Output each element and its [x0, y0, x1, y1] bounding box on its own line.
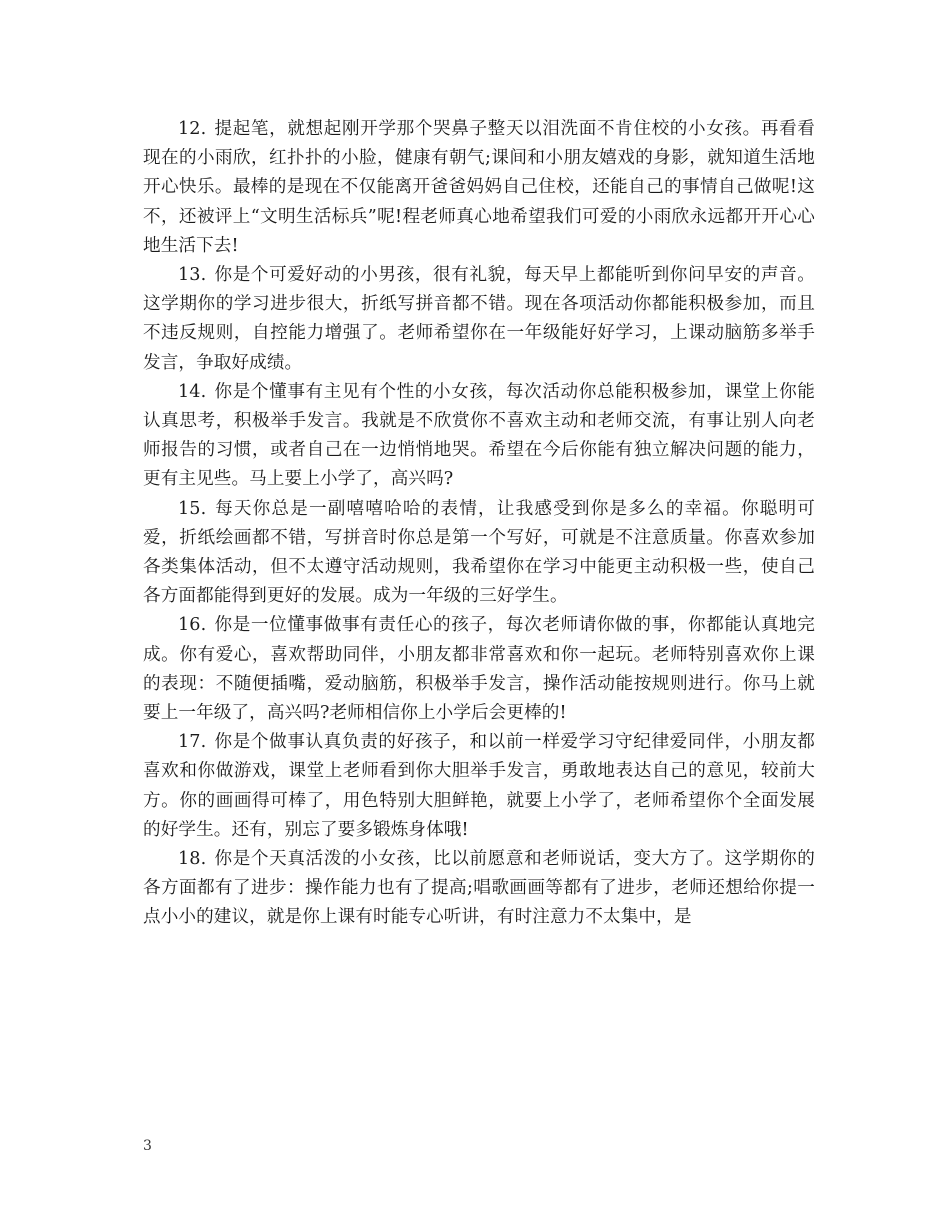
paragraph-18 [143, 845, 815, 933]
paragraph-number: 17. [178, 732, 207, 753]
paragraph-number: 16. [178, 615, 207, 636]
paragraph-number: 12. [178, 119, 207, 139]
document-body [143, 115, 815, 933]
page-number: 3 [143, 1138, 152, 1154]
paragraph-text: 你是个可爱好动的小男孩，很有礼貌，每天早上都能听到你问早安的声音。这学期你的学习进步很大，折纸写拼音都不错。现在各项活动你都能积极参加，而且不违反规则，自控能力增强了。老师希望你在一年级能好好学习，上课动脑筋多举手发言，争取好成绩。 [143, 265, 815, 373]
paragraph-text: 提起笔，就想起刚开学那个哭鼻子整天以泪洗面不肯住校的小女孩。再看看现在的小雨欣，红扑扑的小脸，健康有朝气;课间和小朋友嬉戏的身影，就知道生活地开心快乐。最棒的是现在不仅能离开爸爸妈妈自己住校，还能自己的事情自己做呢!这不，还被评上“文明生活标兵”呢!程老师真心地希望我们可爱的小雨欣永远都开开心心地生活下去! [143, 119, 815, 256]
paragraph-14 [143, 378, 815, 495]
paragraph-text: 你是个天真活泼的小女孩，比以前愿意和老师说话，变大方了。这学期你的各方面都有了进步：操作能力也有了提高;唱歌画画等都有了进步，老师还想给你提一点小小的建议，就是你上课有时能专心听讲，有时注意力不太集中，是 [143, 849, 815, 928]
paragraph-text: 每天你总是一副嘻嘻哈哈的表情，让我感受到你是多么的幸福。你聪明可爱，折纸绘画都不错，写拼音时你总是第一个写好，可就是不注意质量。你喜欢参加各类集体活动，但不太遵守活动规则，我希望你在学习中能更主动积极一些，使自己各方面都能得到更好的发展。成为一年级的三好学生。 [143, 498, 815, 607]
paragraph-number: 14. [178, 381, 207, 402]
paragraph-13 [143, 261, 815, 378]
paragraph-text: 你是个做事认真负责的好孩子，和以前一样爱学习守纪律爱同伴，小朋友都喜欢和你做游戏，课堂上老师看到你大胆举手发言，勇敢地表达自己的意见，较前大方。你的画画得可棒了，用色特别大胆鲜艳，就要上小学了，老师希望你个全面发展的好学生。还有，别忘了要多锻炼身体哦! [143, 732, 815, 840]
paragraph-12 [143, 115, 815, 261]
paragraph-17 [143, 728, 815, 845]
paragraph-15 [143, 495, 815, 612]
paragraph-number: 18. [178, 849, 207, 870]
paragraph-number: 13. [178, 265, 207, 286]
paragraph-number: 15. [178, 498, 207, 519]
paragraph-16 [143, 611, 815, 728]
paragraph-text: 你是一位懂事做事有责任心的孩子，每次老师请你做的事，你都能认真地完成。你有爱心，喜欢帮助同伴，小朋友都非常喜欢和你一起玩。老师特别喜欢你上课的表现：不随便插嘴，爱动脑筋，积极举手发言，操作活动能按规则进行。你马上就要上一年级了，高兴吗?老师相信你上小学后会更棒的! [143, 615, 815, 724]
paragraph-text: 你是个懂事有主见有个性的小女孩，每次活动你总能积极参加，课堂上你能认真思考，积极举手发言。我就是不欣赏你不喜欢主动和老师交流，有事让别人向老师报告的习惯，或者自己在一边悄悄地哭。希望在今后你能有独立解决问题的能力，更有主见些。马上要上小学了，高兴吗? [143, 381, 815, 490]
